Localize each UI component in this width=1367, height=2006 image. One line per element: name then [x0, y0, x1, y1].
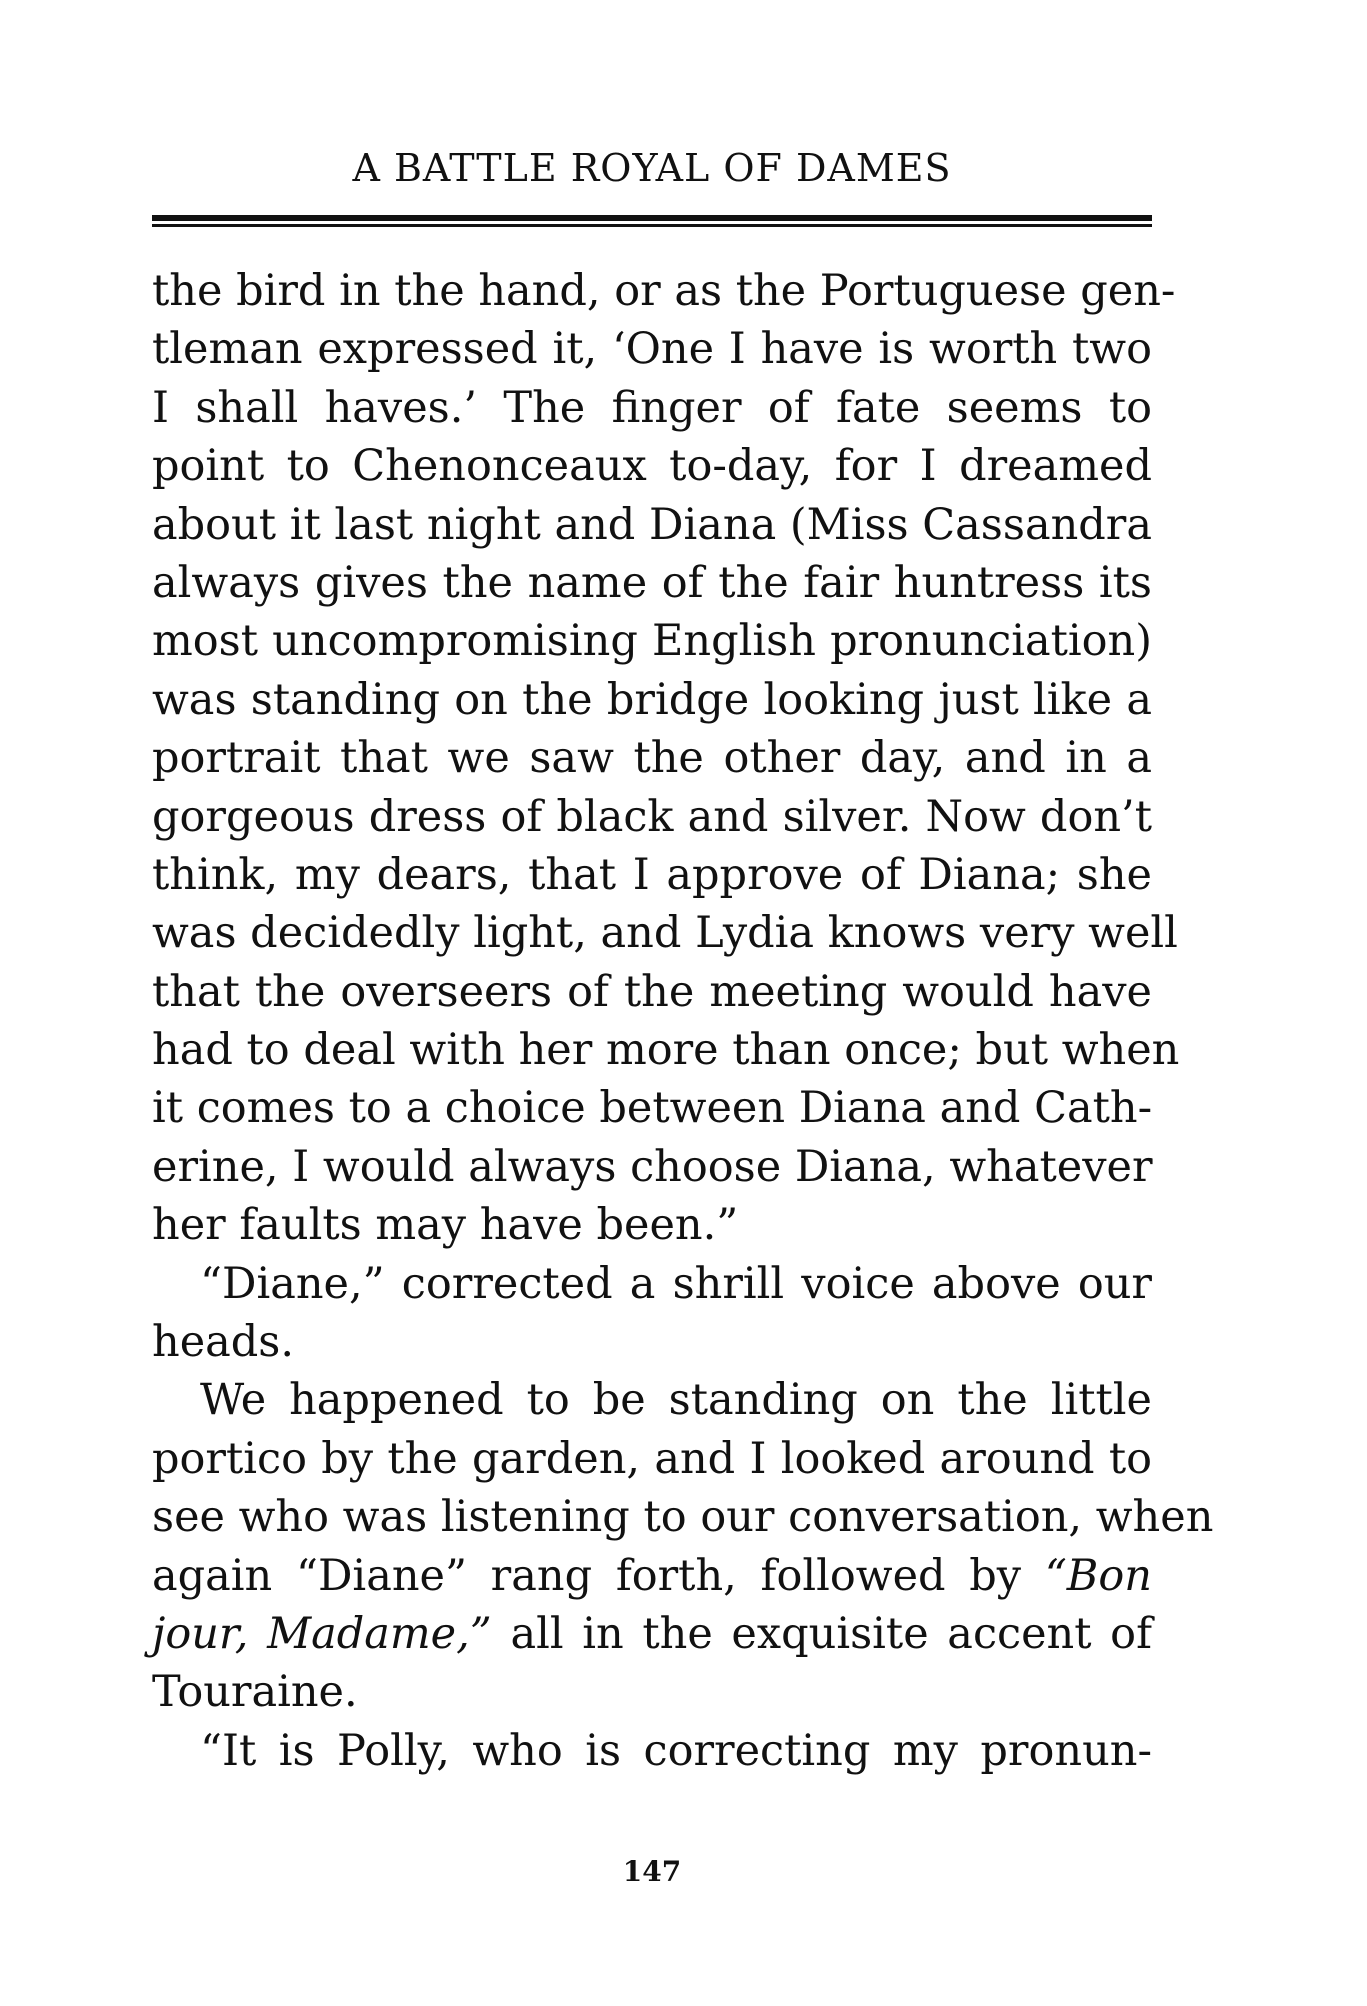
text-line: her faults may have been.” — [152, 1200, 739, 1251]
text-line: think, my dears, that I approve of Diana; she — [152, 849, 1152, 900]
text-line: the bird in the hand, or as the Portuguese gen- — [152, 266, 1176, 316]
text-line: “It is Polly, who is correcting my pronun- — [200, 1725, 1152, 1776]
page-number: 147 — [622, 1855, 682, 1888]
text-line: portico by the garden, and I looked around to — [152, 1433, 1152, 1484]
text-line: “Diane,” corrected a shrill voice above our — [200, 1258, 1152, 1309]
text-line: always gives the name of the fair huntress its — [152, 557, 1152, 608]
text-line: was standing on the bridge looking just like a — [152, 674, 1152, 725]
text-line: jour, Madame,” all in the exquisite accent of — [152, 1608, 1152, 1659]
text-line: Touraine. — [152, 1667, 358, 1718]
body-text — [152, 262, 1214, 1780]
text-line: gorgeous dress of black and silver. Now don’t — [152, 791, 1152, 842]
header-double-rule — [152, 215, 1152, 227]
text-line: We happened to be standing on the little — [200, 1375, 1152, 1426]
header-rule-thin — [152, 224, 1152, 227]
text-line: had to deal with her more than once; but when — [152, 1025, 1180, 1076]
text-line: see who was listening to our conversation, when — [152, 1492, 1214, 1543]
text-line: portrait that we saw the other day, and in a — [152, 733, 1152, 784]
text-line: that the overseers of the meeting would have — [152, 966, 1152, 1017]
text-line: heads. — [152, 1317, 295, 1368]
text-line: point to Chenonceaux to-day, for I dreamed — [152, 441, 1152, 492]
text-line: it comes to a choice between Diana and Cath- — [152, 1083, 1153, 1134]
text-line: erine, I would always choose Diana, whatever — [152, 1141, 1153, 1192]
text-line: about it last night and Diana (Miss Cassandra — [152, 499, 1152, 550]
text-line: I shall haves.’ The finger of fate seems to — [152, 382, 1152, 433]
text-line: again “Diane” rang forth, followed by “Bon — [152, 1550, 1152, 1601]
text-line: most uncompromising English pronunciation) — [152, 616, 1152, 667]
text-line: tleman expressed it, ‘One I have is worth two — [152, 324, 1152, 375]
running-head: A BATTLE ROYAL OF DAMES — [352, 146, 952, 190]
text-line: was decidedly light, and Lydia knows very well — [152, 908, 1178, 959]
